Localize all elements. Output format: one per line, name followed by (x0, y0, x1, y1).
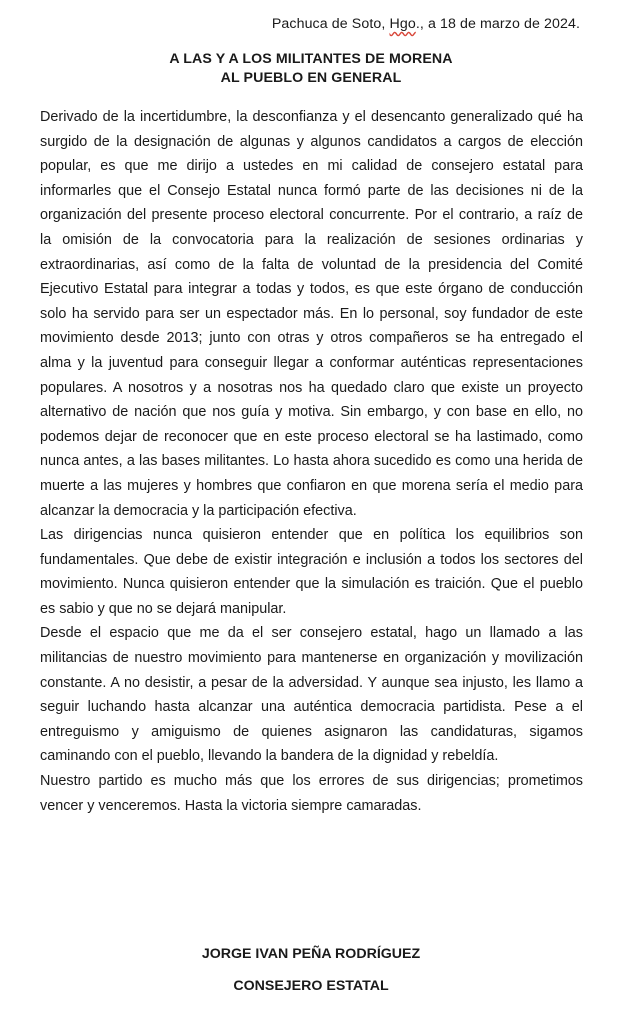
signature-block (0, 938, 622, 1002)
paragraph-2: Las dirigencias nunca quisieron entender que en política los equilibrios son fundamentales. Que debe de existir integración e inclusión a todos los sectores del movimiento. Nunca quisieron entender que la simulación es traición. Que el pueblo es sabio y que no se dejará manipular. (40, 527, 583, 617)
signature-name: JORGE IVAN PEÑA RODRÍGUEZ (201, 946, 421, 962)
letter-heading (0, 50, 622, 88)
paragraph-1: Derivado de la incertidumbre, la desconfianza y el desencanto generalizado qué ha surgido de la designación de algunas y algunos candidatos a cargos de elección popular, es que me dirijo a ustedes en mi calidad de consejero estatal para informarles que el Consejo Estatal nunca formó parte de las decisiones ni de la organización del presente proceso electoral concurrente. Por el contrario, a raíz de la omisión de la convocatoria para la realización de sesiones ordinarias y extraordinarias, así como de la falta de voluntad de la presidencia del Comité Ejecutivo Estatal para integrar a todas y todos, es que este órgano de conducción solo ha servido para ser un espectador más. En lo personal, soy fundador de este movimiento desde 2013; junto con otras y otros compañeros se ha entregado el alma y la juventud para conseguir llegar a conformar auténticas representaciones populares. A nosotros y a nosotras nos ha quedado claro que existe un proyecto alternativo de nación que nos guía y motiva. Sin embargo, y con base en ello, no podemos dejar de reconocer que en este proceso electoral se ha lastimado, como nunca antes, a las bases militantes. Lo hasta ahora sucedido es como una herida de muerte a las mujeres y hombres que confiaron en que morena sería el medio para alcanzar la democracia y la participación efectiva. (40, 109, 583, 519)
heading-line-1: A LAS Y A LOS MILITANTES DE MORENA (169, 51, 453, 67)
dateline-place: Pachuca de Soto, (271, 16, 390, 32)
letter-body (40, 105, 583, 818)
paragraph-4: Nuestro partido es mucho más que los errores de sus dirigencias; prometimos vencer y venceremos. Hasta la victoria siempre camaradas. (40, 773, 583, 814)
signature-title: CONSEJERO ESTATAL (233, 978, 389, 994)
heading-line-2: AL PUEBLO EN GENERAL (220, 70, 402, 86)
dateline (272, 16, 580, 32)
dateline-state-abbrev: Hgo (389, 16, 416, 32)
paragraph-3: Desde el espacio que me da el ser consejero estatal, hago un llamado a las militancias de nuestro movimiento para mantenerse en organización y movilización constante. A no desistir, a pesar de la adversidad. Y aunque sea injusto, les llamo a seguir luchando hasta alcanzar una auténtica democracia partidista. Pese a el entreguismo y amiguismo de quienes asignaron las candidaturas, sigamos caminando con el pueblo, llevando la bandera de la dignidad y rebeldía. (40, 625, 583, 765)
dateline-date: ., a 18 de marzo de 2024. (415, 16, 580, 32)
